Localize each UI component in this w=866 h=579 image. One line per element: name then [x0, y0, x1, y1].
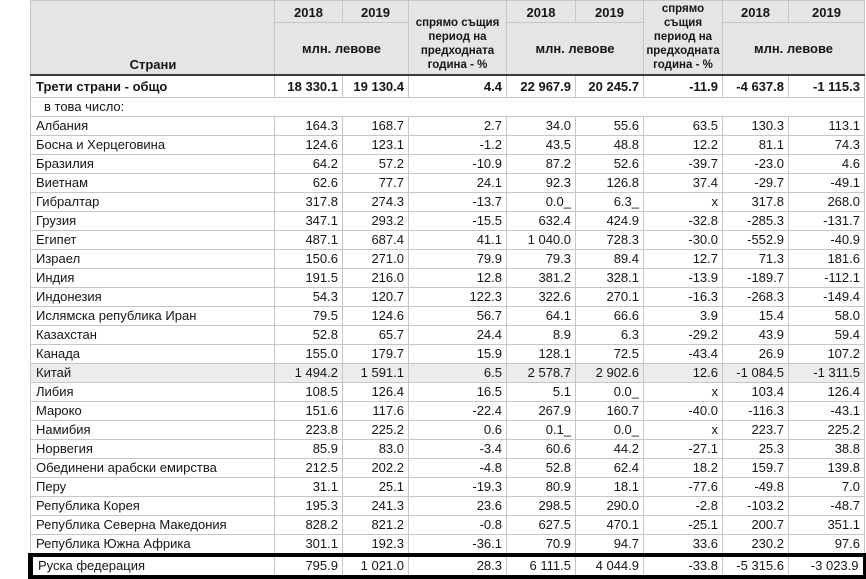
value-cell[interactable]: 65.7 — [343, 325, 409, 344]
value-cell[interactable]: 74.3 — [789, 135, 865, 154]
value-cell[interactable]: -1 311.5 — [789, 363, 865, 382]
value-cell[interactable]: 139.8 — [789, 458, 865, 477]
value-cell[interactable]: -19.3 — [409, 477, 507, 496]
value-cell[interactable]: 2.7 — [409, 116, 507, 135]
country-cell[interactable]: Казахстан — [31, 325, 275, 344]
value-cell[interactable]: 150.6 — [275, 249, 343, 268]
country-cell[interactable]: Виетнам — [31, 173, 275, 192]
value-cell[interactable]: -13.9 — [644, 268, 723, 287]
value-cell[interactable]: -1 115.3 — [789, 75, 865, 98]
value-cell[interactable]: 0.6 — [409, 420, 507, 439]
value-cell[interactable]: 20 245.7 — [576, 75, 644, 98]
value-cell[interactable]: 37.4 — [644, 173, 723, 192]
value-cell[interactable]: 1 591.1 — [343, 363, 409, 382]
country-cell[interactable]: Република Корея — [31, 496, 275, 515]
value-cell[interactable]: 52.8 — [275, 325, 343, 344]
value-cell[interactable]: -49.8 — [723, 477, 789, 496]
value-cell[interactable]: 301.1 — [275, 534, 343, 555]
value-cell[interactable]: 77.7 — [343, 173, 409, 192]
table-row — [31, 192, 865, 211]
table-header — [31, 1, 865, 75]
country-column-header: Страни — [31, 1, 275, 75]
value-cell[interactable]: 23.6 — [409, 496, 507, 515]
value-cell[interactable]: 58.0 — [789, 306, 865, 325]
value-cell[interactable]: 52.8 — [507, 458, 576, 477]
value-cell[interactable]: 124.6 — [343, 306, 409, 325]
value-cell[interactable]: 351.1 — [789, 515, 865, 534]
country-cell[interactable]: Намибия — [31, 420, 275, 439]
value-cell[interactable]: 212.5 — [275, 458, 343, 477]
value-cell[interactable]: 191.5 — [275, 268, 343, 287]
value-cell[interactable]: 12.7 — [644, 249, 723, 268]
value-cell[interactable]: 795.9 — [275, 555, 343, 577]
value-cell[interactable]: -29.2 — [644, 325, 723, 344]
value-cell[interactable]: -23.0 — [723, 154, 789, 173]
value-cell[interactable]: 15.4 — [723, 306, 789, 325]
value-cell[interactable]: -22.4 — [409, 401, 507, 420]
value-cell[interactable]: 126.8 — [576, 173, 644, 192]
value-cell[interactable]: 26.9 — [723, 344, 789, 363]
year-column-header: 2018 — [275, 1, 343, 23]
value-cell[interactable]: 103.4 — [723, 382, 789, 401]
total-row — [31, 75, 865, 98]
value-cell[interactable]: -30.0 — [644, 230, 723, 249]
value-cell[interactable]: 113.1 — [789, 116, 865, 135]
trade-statistics-table — [28, 0, 866, 579]
value-cell[interactable]: 4 044.9 — [576, 555, 644, 577]
country-cell[interactable]: Обединени арабски емирства — [31, 458, 275, 477]
value-cell[interactable]: 274.3 — [343, 192, 409, 211]
value-cell[interactable]: -0.8 — [409, 515, 507, 534]
value-cell[interactable]: 70.9 — [507, 534, 576, 555]
value-cell[interactable]: 108.5 — [275, 382, 343, 401]
value-cell[interactable]: 1 021.0 — [343, 555, 409, 577]
value-cell[interactable]: -40.9 — [789, 230, 865, 249]
value-cell[interactable]: -116.3 — [723, 401, 789, 420]
value-cell[interactable]: 25.3 — [723, 439, 789, 458]
country-cell[interactable]: Израел — [31, 249, 275, 268]
value-cell[interactable]: 230.2 — [723, 534, 789, 555]
value-cell[interactable]: -15.5 — [409, 211, 507, 230]
country-cell[interactable]: Мароко — [31, 401, 275, 420]
value-cell[interactable]: 12.2 — [644, 135, 723, 154]
value-cell[interactable]: 24.4 — [409, 325, 507, 344]
value-cell[interactable]: 181.6 — [789, 249, 865, 268]
unit-header: млн. левове — [507, 23, 644, 75]
value-cell[interactable]: 192.3 — [343, 534, 409, 555]
value-cell[interactable]: -268.3 — [723, 287, 789, 306]
value-cell[interactable]: -16.3 — [644, 287, 723, 306]
value-cell[interactable]: 328.1 — [576, 268, 644, 287]
value-cell[interactable]: -36.1 — [409, 534, 507, 555]
year-column-header: 2019 — [576, 1, 644, 23]
value-cell[interactable]: 0.0_ — [576, 420, 644, 439]
table-row — [31, 230, 865, 249]
value-cell[interactable]: 470.1 — [576, 515, 644, 534]
country-cell[interactable]: Бразилия — [31, 154, 275, 173]
value-cell[interactable]: -131.7 — [789, 211, 865, 230]
value-cell[interactable]: 6 111.5 — [507, 555, 576, 577]
value-cell[interactable]: 487.1 — [275, 230, 343, 249]
value-cell[interactable]: 164.3 — [275, 116, 343, 135]
value-cell[interactable]: 63.5 — [644, 116, 723, 135]
table-row — [31, 173, 865, 192]
country-cell[interactable]: Индонезия — [31, 287, 275, 306]
value-cell[interactable]: 80.9 — [507, 477, 576, 496]
value-cell[interactable]: -2.8 — [644, 496, 723, 515]
value-cell[interactable]: 225.2 — [789, 420, 865, 439]
unit-header: млн. левове — [275, 23, 409, 75]
table-row — [31, 420, 865, 439]
value-cell[interactable]: 0.0_ — [507, 192, 576, 211]
country-cell[interactable]: Китай — [31, 363, 275, 382]
value-cell[interactable]: -552.9 — [723, 230, 789, 249]
value-cell[interactable]: 97.6 — [789, 534, 865, 555]
value-cell[interactable]: -25.1 — [644, 515, 723, 534]
value-cell[interactable]: 123.1 — [343, 135, 409, 154]
value-cell[interactable]: 627.5 — [507, 515, 576, 534]
value-cell[interactable]: 223.8 — [275, 420, 343, 439]
table-row — [31, 344, 865, 363]
country-cell[interactable]: Канада — [31, 344, 275, 363]
value-cell[interactable]: -43.4 — [644, 344, 723, 363]
value-cell[interactable]: -189.7 — [723, 268, 789, 287]
value-cell[interactable]: 223.7 — [723, 420, 789, 439]
country-cell[interactable]: Република Южна Африка — [31, 534, 275, 555]
value-cell[interactable]: 1 494.2 — [275, 363, 343, 382]
table-row — [31, 249, 865, 268]
country-cell[interactable]: Египет — [31, 230, 275, 249]
value-cell[interactable]: 122.3 — [409, 287, 507, 306]
value-cell[interactable]: 72.5 — [576, 344, 644, 363]
pct-change-header: спрямо същия период на предходната година - % — [644, 1, 723, 75]
value-cell[interactable]: 89.4 — [576, 249, 644, 268]
value-cell[interactable]: 31.1 — [275, 477, 343, 496]
value-cell[interactable]: -77.6 — [644, 477, 723, 496]
value-cell[interactable]: -39.7 — [644, 154, 723, 173]
value-cell[interactable]: 83.0 — [343, 439, 409, 458]
value-cell[interactable]: 728.3 — [576, 230, 644, 249]
value-cell[interactable]: -11.9 — [644, 75, 723, 98]
value-cell[interactable]: 94.7 — [576, 534, 644, 555]
value-cell[interactable]: 19 130.4 — [343, 75, 409, 98]
value-cell[interactable]: 130.3 — [723, 116, 789, 135]
country-cell[interactable]: Руска федерация — [31, 555, 275, 577]
table-row — [31, 496, 865, 515]
country-cell[interactable]: Ислямска република Иран — [31, 306, 275, 325]
value-cell[interactable]: 821.2 — [343, 515, 409, 534]
value-cell[interactable]: -149.4 — [789, 287, 865, 306]
value-cell[interactable]: -27.1 — [644, 439, 723, 458]
pct-change-header: спрямо същия период на предходната година - % — [409, 1, 507, 75]
value-cell[interactable]: 15.9 — [409, 344, 507, 363]
table-row — [31, 439, 865, 458]
value-cell[interactable]: 267.9 — [507, 401, 576, 420]
value-cell[interactable]: -3.4 — [409, 439, 507, 458]
value-cell[interactable]: 43.9 — [723, 325, 789, 344]
value-cell[interactable]: 38.8 — [789, 439, 865, 458]
value-cell[interactable]: 168.7 — [343, 116, 409, 135]
country-cell[interactable]: Перу — [31, 477, 275, 496]
value-cell[interactable]: 271.0 — [343, 249, 409, 268]
value-cell[interactable]: 6.5 — [409, 363, 507, 382]
value-cell[interactable]: 347.1 — [275, 211, 343, 230]
value-cell[interactable]: 56.7 — [409, 306, 507, 325]
value-cell[interactable]: 81.1 — [723, 135, 789, 154]
value-cell[interactable]: -1.2 — [409, 135, 507, 154]
table-row — [31, 515, 865, 534]
value-cell[interactable]: 270.1 — [576, 287, 644, 306]
year-column-header: 2019 — [343, 1, 409, 23]
value-cell[interactable]: 33.6 — [644, 534, 723, 555]
value-cell[interactable]: 159.7 — [723, 458, 789, 477]
value-cell[interactable]: 71.3 — [723, 249, 789, 268]
value-cell[interactable]: 241.3 — [343, 496, 409, 515]
value-cell[interactable]: 79.9 — [409, 249, 507, 268]
value-cell[interactable]: 120.7 — [343, 287, 409, 306]
country-cell[interactable]: Босна и Херцеговина — [31, 135, 275, 154]
value-cell[interactable]: 66.6 — [576, 306, 644, 325]
value-cell[interactable]: 54.3 — [275, 287, 343, 306]
table-row — [31, 382, 865, 401]
value-cell[interactable]: 6.3_ — [576, 192, 644, 211]
value-cell[interactable]: -13.7 — [409, 192, 507, 211]
value-cell[interactable]: 55.6 — [576, 116, 644, 135]
value-cell[interactable]: 179.7 — [343, 344, 409, 363]
value-cell[interactable]: -285.3 — [723, 211, 789, 230]
table-row — [31, 477, 865, 496]
table-row — [31, 268, 865, 287]
table-row — [31, 458, 865, 477]
value-cell[interactable]: 62.6 — [275, 173, 343, 192]
value-cell[interactable]: -10.9 — [409, 154, 507, 173]
value-cell[interactable]: 126.4 — [789, 382, 865, 401]
value-cell[interactable]: 3.9 — [644, 306, 723, 325]
value-cell[interactable]: 128.1 — [507, 344, 576, 363]
table-row — [31, 534, 865, 555]
value-cell[interactable]: 202.2 — [343, 458, 409, 477]
value-cell[interactable]: 92.3 — [507, 173, 576, 192]
value-cell[interactable]: -29.7 — [723, 173, 789, 192]
value-cell[interactable]: 2 578.7 — [507, 363, 576, 382]
value-cell[interactable]: 293.2 — [343, 211, 409, 230]
value-cell[interactable]: 7.0 — [789, 477, 865, 496]
table-row — [31, 287, 865, 306]
value-cell[interactable]: 52.6 — [576, 154, 644, 173]
table-body — [31, 75, 865, 577]
value-cell[interactable]: 268.0 — [789, 192, 865, 211]
value-cell[interactable]: 43.5 — [507, 135, 576, 154]
year-column-header: 2019 — [789, 1, 865, 23]
country-cell[interactable]: Индия — [31, 268, 275, 287]
value-cell[interactable]: -32.8 — [644, 211, 723, 230]
table-row — [31, 211, 865, 230]
value-cell[interactable]: 25.1 — [343, 477, 409, 496]
value-cell[interactable]: 18.2 — [644, 458, 723, 477]
value-cell[interactable]: 151.6 — [275, 401, 343, 420]
country-cell[interactable]: Гибралтар — [31, 192, 275, 211]
value-cell[interactable]: 48.8 — [576, 135, 644, 154]
value-cell[interactable]: -43.1 — [789, 401, 865, 420]
value-cell[interactable]: -48.7 — [789, 496, 865, 515]
value-cell[interactable]: -112.1 — [789, 268, 865, 287]
country-cell[interactable]: Норвегия — [31, 439, 275, 458]
value-cell[interactable]: 59.4 — [789, 325, 865, 344]
value-cell[interactable]: 57.2 — [343, 154, 409, 173]
subhead-row — [31, 97, 865, 116]
value-cell[interactable]: x — [644, 192, 723, 211]
value-cell[interactable]: 79.5 — [275, 306, 343, 325]
value-cell[interactable]: 322.6 — [507, 287, 576, 306]
value-cell[interactable]: 28.3 — [409, 555, 507, 577]
value-cell[interactable]: 195.3 — [275, 496, 343, 515]
value-cell[interactable]: 64.2 — [275, 154, 343, 173]
unit-header: млн. левове — [723, 23, 865, 75]
value-cell[interactable]: 225.2 — [343, 420, 409, 439]
value-cell[interactable]: 381.2 — [507, 268, 576, 287]
value-cell[interactable]: 5.1 — [507, 382, 576, 401]
value-cell[interactable]: 200.7 — [723, 515, 789, 534]
value-cell[interactable]: 290.0 — [576, 496, 644, 515]
value-cell[interactable]: 12.8 — [409, 268, 507, 287]
value-cell[interactable]: 12.6 — [644, 363, 723, 382]
table-row — [31, 325, 865, 344]
year-column-header: 2018 — [723, 1, 789, 23]
value-cell[interactable]: 60.6 — [507, 439, 576, 458]
value-cell[interactable]: 155.0 — [275, 344, 343, 363]
value-cell[interactable]: 1 040.0 — [507, 230, 576, 249]
value-cell[interactable]: -5 315.6 — [723, 555, 789, 577]
table-row — [31, 306, 865, 325]
country-cell[interactable]: Либия — [31, 382, 275, 401]
value-cell[interactable]: 44.2 — [576, 439, 644, 458]
subhead-cell: в това число: — [31, 97, 865, 116]
value-cell[interactable]: 298.5 — [507, 496, 576, 515]
selected-row — [31, 555, 865, 577]
value-cell[interactable]: 18 330.1 — [275, 75, 343, 98]
value-cell[interactable]: 216.0 — [343, 268, 409, 287]
value-cell[interactable]: 85.9 — [275, 439, 343, 458]
value-cell[interactable]: 6.3 — [576, 325, 644, 344]
value-cell[interactable]: -49.1 — [789, 173, 865, 192]
value-cell[interactable]: 107.2 — [789, 344, 865, 363]
value-cell[interactable]: 87.2 — [507, 154, 576, 173]
value-cell[interactable]: 8.9 — [507, 325, 576, 344]
value-cell[interactable]: 41.1 — [409, 230, 507, 249]
value-cell[interactable]: 79.3 — [507, 249, 576, 268]
value-cell[interactable]: 160.7 — [576, 401, 644, 420]
table-row — [31, 363, 865, 382]
value-cell[interactable]: 34.0 — [507, 116, 576, 135]
value-cell[interactable]: 18.1 — [576, 477, 644, 496]
value-cell[interactable]: -4.8 — [409, 458, 507, 477]
value-cell[interactable]: 124.6 — [275, 135, 343, 154]
value-cell[interactable]: 828.2 — [275, 515, 343, 534]
value-cell[interactable]: 4.4 — [409, 75, 507, 98]
value-cell[interactable]: -3 023.9 — [789, 555, 865, 577]
value-cell[interactable]: -1 084.5 — [723, 363, 789, 382]
table-row — [31, 154, 865, 173]
value-cell[interactable]: 632.4 — [507, 211, 576, 230]
value-cell[interactable]: 4.6 — [789, 154, 865, 173]
value-cell[interactable]: 317.8 — [275, 192, 343, 211]
value-cell[interactable]: -103.2 — [723, 496, 789, 515]
value-cell[interactable]: 0.1_ — [507, 420, 576, 439]
value-cell[interactable]: 0.0_ — [576, 382, 644, 401]
value-cell[interactable]: 16.5 — [409, 382, 507, 401]
value-cell[interactable]: 687.4 — [343, 230, 409, 249]
country-cell[interactable]: Грузия — [31, 211, 275, 230]
value-cell[interactable]: x — [644, 420, 723, 439]
year-column-header: 2018 — [507, 1, 576, 23]
country-cell[interactable]: Албания — [31, 116, 275, 135]
value-cell[interactable]: 64.1 — [507, 306, 576, 325]
value-cell[interactable]: 2 902.6 — [576, 363, 644, 382]
value-cell[interactable]: 24.1 — [409, 173, 507, 192]
country-cell[interactable]: Трети страни - общо — [31, 75, 275, 98]
table-row — [31, 135, 865, 154]
table-row — [31, 116, 865, 135]
header-year-row — [31, 1, 865, 23]
value-cell[interactable]: 62.4 — [576, 458, 644, 477]
value-cell[interactable]: 317.8 — [723, 192, 789, 211]
country-cell[interactable]: Република Северна Македония — [31, 515, 275, 534]
value-cell[interactable]: 117.6 — [343, 401, 409, 420]
value-cell[interactable]: -33.8 — [644, 555, 723, 577]
value-cell[interactable]: x — [644, 382, 723, 401]
value-cell[interactable]: 22 967.9 — [507, 75, 576, 98]
value-cell[interactable]: 424.9 — [576, 211, 644, 230]
value-cell[interactable]: -40.0 — [644, 401, 723, 420]
table-row — [31, 401, 865, 420]
value-cell[interactable]: 126.4 — [343, 382, 409, 401]
value-cell[interactable]: -4 637.8 — [723, 75, 789, 98]
